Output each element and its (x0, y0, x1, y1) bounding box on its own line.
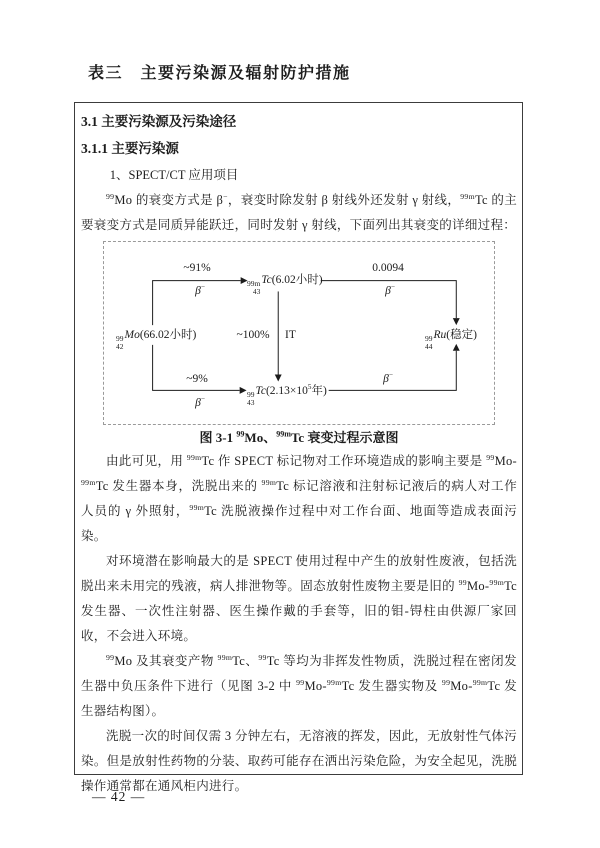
content-border-box (74, 102, 523, 793)
label-branch-beta4: β− (383, 371, 393, 385)
label-branch-0094: 0.0094 (372, 262, 404, 274)
decay-diagram (103, 241, 495, 425)
list-item-spect-ct: 1、SPECT/CT 应用项目 (109, 168, 239, 182)
node-mo99: 99 42 Mo(66.02小时) (116, 329, 197, 351)
page-number: — 42 — (92, 789, 146, 804)
node-tc99: 99 43 $Tc(2.13\times 10^5$年) (247, 383, 327, 407)
node-tc99m: 99m 43 Tc(6.02小时) (247, 274, 323, 296)
paragraph-waste: 对环境潜在影响最大的是 SPECT 使用过程中产生的放射性废液，包括洗脱出来未用完的残液，病人排泄物等。固态放射性废物主要是旧的 $^{99}$Mo-$^{99m}$Tc 发生器、一次性注射器、医生操作戴的手套等，旧的钼-锝柱由供源厂家回收，不会进入环境。 (81, 554, 517, 643)
paragraph-nonvolatile: $^{99}$Mo 及其衰变产物 $^{99m}$Tc、$^{99}$Tc 等均为非挥发性物质，洗脱过程在密闭发生器中负压条件下进行（见图 3-2 中 $^{99}$Mo-$^{99m}$Tc 发生器实物及 $^{99}$Mo-$^{99m}$Tc 发生器结构图）。 (81, 652, 517, 718)
label-branch-9pct: ~9% (186, 373, 208, 385)
label-branch-beta1: β− (195, 283, 205, 297)
label-branch-beta3: β− (195, 395, 205, 409)
section-heading-3-1-1: 3.1.1 主要污染源 (81, 141, 179, 156)
label-branch-91pct: ~91% (183, 262, 211, 274)
paragraph-impact: 由此可见，用 $^{99m}$Tc 作 SPECT 标记物对工作环境造成的影响主要是 $^{99}$Mo-$^{99m}$Tc 发生器本身，洗脱出来的 $^{99m}$Tc 标记溶液和注射标记液后的病人对工作人员的 γ 外照射，$^{99m}$Tc 洗脱液操作过程中对工作台面、地面等造成表面污染。 (81, 452, 518, 543)
label-branch-100pct: ~100% (236, 329, 270, 341)
label-branch-beta2: β− (385, 283, 395, 297)
paragraph-elution: 洗脱一次的时间仅需 3 分钟左右，无溶液的挥发，因此，无放射性气体污染。但是放射性药物的分装、取药可能存在洒出污染危险，为安全起见，洗脱操作通常都在通风柜内进行。 (81, 729, 517, 793)
section-heading-3-1: 3.1 主要污染源及污染途径 (81, 114, 237, 129)
node-ru99: 99 44 Ru(稳定) (425, 329, 477, 351)
figure-caption: 图 3-1 $^{99}$Mo、$^{99m}$Tc 衰变过程示意图 (199, 429, 399, 445)
label-branch-it: IT (285, 329, 296, 341)
paragraph-decay-intro: $^{99}$Mo 的衰变方式是 β−，衰变时除发射 β 射线外还发射 γ 射线，$^{99m}$Tc 的主要衰变方式是同质异能跃迁，同时发射 γ 射线，下面列出其衰变的详细过程： (81, 191, 518, 232)
page-title: 表三 主要污染源及辐射防护措施 (88, 65, 351, 82)
